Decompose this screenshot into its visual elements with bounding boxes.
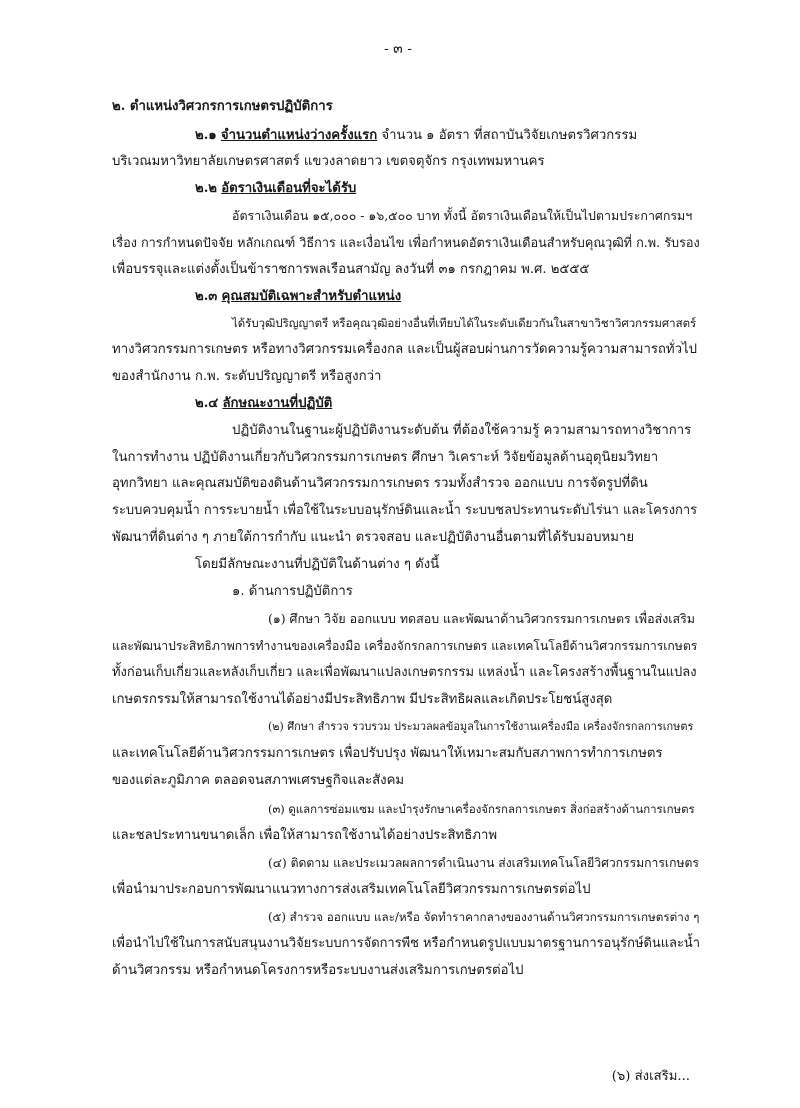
- subsection-label: จำนวนตำแหน่งว่างครั้งแรก: [220, 128, 378, 143]
- subsection-2-2: [195, 180, 356, 198]
- subsection-2-3: [195, 288, 401, 306]
- paragraph-line: ของสำนักงาน ก.พ. ระดับปริญญาตรี หรือสูงกว่า: [112, 369, 382, 384]
- paragraph-line: เพื่อบรรจุและแต่งตั้งเป็นข้าราชการพลเรือนสามัญ ลงวันที่ ๓๑ กรกฎาคม พ.ศ. ๒๕๕๕: [112, 262, 590, 277]
- paragraph-line: เรื่อง การกำหนดปัจจัย หลักเกณฑ์ วิธีการ และเงื่อนไข เพื่อกำหนดอัตราเงินเดือนสำหรับคุณวุฒิที่ ก.พ. รับรอง: [112, 235, 700, 250]
- subsection-label: ลักษณะงานที่ปฏิบัติ: [222, 396, 333, 411]
- list-item-line: (๒) ศึกษา สำรวจ รวบรวม ประมวลผลข้อมูลในการใช้งานเครื่องมือ เครื่องจักรกลการเกษตร: [268, 720, 694, 733]
- subsection-number: ๒.๒: [195, 181, 217, 196]
- subsection-number: ๒.๓: [195, 289, 218, 304]
- sub-heading: ๑. ด้านการปฏิบัติการ: [232, 584, 353, 599]
- list-item-line: (๓) ดูแลการซ่อมแซม และบำรุงรักษาเครื่องจักรกลการเกษตร สิ่งก่อสร้างด้านการเกษตร: [268, 802, 695, 816]
- list-item-line: ของแต่ละภูมิภาค ตลอดจนสภาพเศรษฐกิจและสังคม: [112, 773, 405, 788]
- continuation-marker: (๖) ส่งเสริม...: [611, 1069, 690, 1084]
- paragraph-line: ได้รับวุฒิปริญญาตรี หรือคุณวุฒิอย่างอื่นที่เทียบได้ในระดับเดียวกันในสาขาวิชาวิศวกรรมศาสตร์: [232, 316, 697, 330]
- list-item-line: เพื่อนำมาประกอบการพัฒนาแนวทางการส่งเสริมเทคโนโลยีวิศวกรรมการเกษตรต่อไป: [112, 882, 591, 897]
- list-item-line: (๔) ติดตาม และประเมวลผลการดำเนินงาน ส่งเสริมเทคโนโลยีวิศวกรรมการเกษตร: [268, 856, 699, 870]
- paragraph-line: ระบบควบคุมน้ำ การระบายน้ำ เพื่อใช้ในระบบอนุรักษ์ดินและน้ำ ระบบชลประทานระดับไร่นา และโครงการ: [112, 503, 698, 518]
- list-item-line: และเทคโนโลยีด้านวิศวกรรมการเกษตร เพื่อปรับปรุง พัฒนาให้เหมาะสมกับสภาพการทำการเกษตร: [112, 746, 663, 761]
- list-item-line: (๑) ศึกษา วิจัย ออกแบบ ทดสอบ และพัฒนาด้านวิศวกรรมการเกษตร เพื่อส่งเสริม: [268, 611, 695, 626]
- list-item-line: (๕) สำรวจ ออกแบบ และ/หรือ จัดทำราคากลางของงานด้านวิศวกรรมการเกษตรต่าง ๆ: [268, 910, 700, 924]
- list-item-line: ทั้งก่อนเก็บเกี่ยวและหลังเก็บเกี่ยว และเพื่อพัฒนาแปลงเกษตรกรรม แหล่งน้ำ และโครงสร้างพื้นฐานในแปลง: [112, 665, 697, 680]
- subsection-label: อัตราเงินเดือนที่จะได้รับ: [221, 181, 357, 196]
- paragraph-line: บริเวณมหาวิทยาลัยเกษตรศาสตร์ แขวงลาดยาว เขตจตุจักร กรุงเทพมหานคร: [112, 154, 545, 169]
- paragraph-line: โดยมีลักษณะงานที่ปฏิบัติในด้านต่าง ๆ ดังนี้: [195, 557, 440, 572]
- list-item-line: เพื่อนำไปใช้ในการสนับสนุนงานวิจัยระบบการจัดการพืช หรือกำหนดรูปแบบมาตรฐานการอนุรักษ์ดินและน้ำ: [112, 936, 701, 951]
- subsection-number: ๒.๔: [195, 396, 219, 411]
- subsection-text: จำนวน ๑ อัตรา ที่สถาบันวิจัยเกษตรวิศวกรรม: [381, 128, 638, 143]
- subsection-number: ๒.๑: [195, 128, 217, 143]
- paragraph-line: ปฏิบัติงานในฐานะผู้ปฏิบัติงานระดับต้น ที่ต้องใช้ความรู้ ความสามารถทางวิชาการ: [232, 423, 692, 438]
- paragraph-line: ในการทำงาน ปฏิบัติงานเกี่ยวกับวิศวกรรมการเกษตร ศึกษา วิเคราะห์ วิจัยข้อมูลด้านอุตุนิยมวิทยา: [112, 450, 659, 465]
- paragraph-line: ทางวิศวกรรมการเกษตร หรือทางวิศวกรรมเครื่องกล และเป็นผู้สอบผ่านการวัดความรู้ความสามารถทั่วไป: [112, 342, 698, 357]
- list-item-line: ด้านวิศวกรรม หรือกำหนดโครงการหรือระบบงานส่งเสริมการเกษตรต่อไป: [112, 963, 524, 978]
- paragraph-line: อัตราเงินเดือน ๑๕,๐๐๐ - ๑๖,๕๐๐ บาท ทั้งนี้ อัตราเงินเดือนให้เป็นไปตามประกาศกรมฯ: [232, 208, 693, 223]
- subsection-label: คุณสมบัติเฉพาะสำหรับตำแหน่ง: [221, 289, 402, 304]
- paragraph-line: พัฒนาที่ดินต่าง ๆ ภายใต้การกำกับ แนะนำ ตรวจสอบ และปฏิบัติงานอื่นตามที่ได้รับมอบหมาย: [112, 530, 635, 545]
- page-number: - ๓ -: [384, 41, 412, 57]
- subsection-2-1: [195, 127, 637, 145]
- section-heading: ๒. ตำแหน่งวิศวกรการเกษตรปฏิบัติการ: [112, 99, 333, 114]
- subsection-2-4: [195, 395, 332, 413]
- list-item-line: และชลประทานขนาดเล็ก เพื่อให้สามารถใช้งานได้อย่างประสิทธิภาพ: [112, 828, 498, 843]
- list-item-line: เกษตรกรรมให้สามารถใช้งานได้อย่างมีประสิทธิภาพ มีประสิทธิผลและเกิดประโยชน์สูงสุด: [112, 692, 613, 707]
- paragraph-line: อุทกวิทยา และคุณสมบัติของดินด้านวิศวกรรมการเกษตร รวมทั้งสำรวจ ออกแบบ การจัดรูปที่ดิน: [112, 476, 648, 491]
- list-item-line: และพัฒนาประสิทธิภาพการทำงานของเครื่องมือ เครื่องจักรกลการเกษตร และเทคโนโลยีด้านวิศวกรรมการเกษตร: [112, 639, 698, 653]
